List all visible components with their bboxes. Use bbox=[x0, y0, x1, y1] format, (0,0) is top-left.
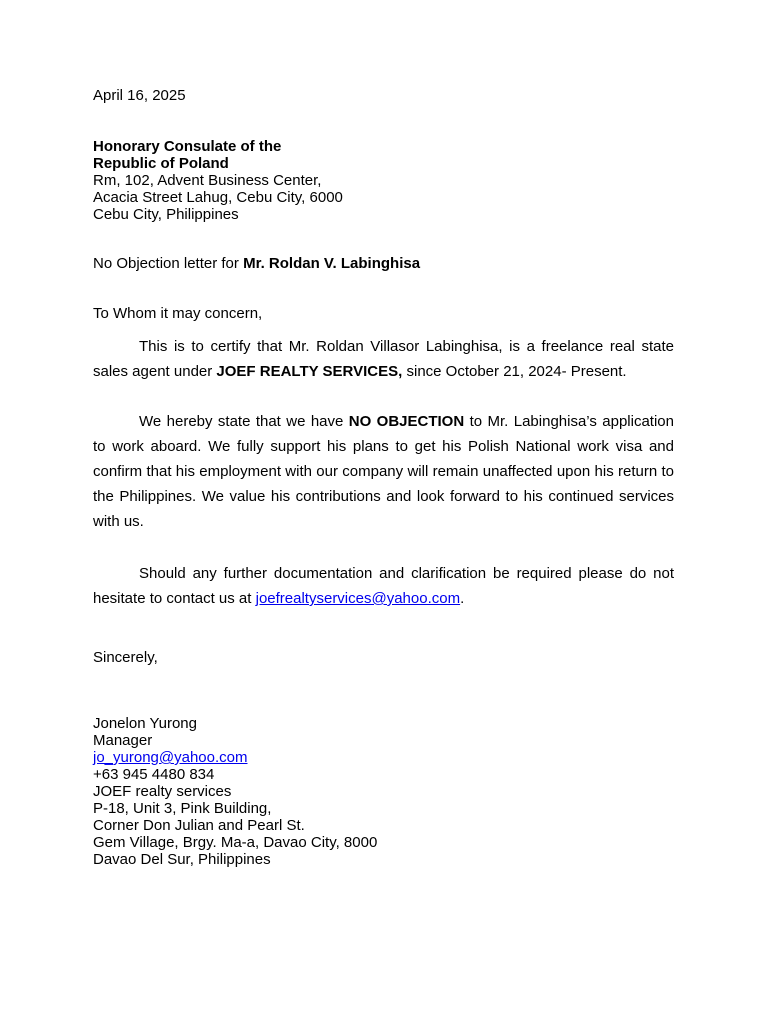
letter-date: April 16, 2025 bbox=[93, 87, 186, 104]
company-name-emphasis: JOEF REALTY SERVICES, bbox=[216, 363, 403, 380]
signatory-title: Manager bbox=[93, 732, 153, 749]
subject-line bbox=[93, 255, 420, 272]
recipient-line-2: Republic of Poland bbox=[93, 155, 229, 172]
paragraph-certification bbox=[93, 334, 674, 384]
company-email-link[interactable]: joefrealtyservices@yahoo.com bbox=[255, 590, 461, 607]
paragraph-3-text-a: Should any further documentation and clarification be required please do not hesitate to contact us at bbox=[93, 565, 674, 607]
signatory-phone: +63 945 4480 834 bbox=[93, 766, 215, 783]
salutation: To Whom it may concern, bbox=[93, 305, 263, 322]
signatory-address-line: Gem Village, Brgy. Ma-a, Davao City, 8000 bbox=[93, 834, 378, 851]
recipient-address-line: Cebu City, Philippines bbox=[93, 206, 239, 223]
paragraph-contact bbox=[93, 561, 674, 611]
recipient-address-line: Rm, 102, Advent Business Center, bbox=[93, 172, 322, 189]
signatory-address-line: Corner Don Julian and Pearl St. bbox=[93, 817, 305, 834]
no-objection-emphasis: NO OBJECTION bbox=[348, 413, 465, 430]
signature-block bbox=[93, 715, 377, 868]
signatory-name: Jonelon Yurong bbox=[93, 715, 197, 732]
paragraph-3-text-b: . bbox=[460, 590, 465, 607]
signatory-email-link[interactable]: jo_yurong@yahoo.com bbox=[93, 749, 248, 766]
paragraph-2-text-a: We hereby state that we have bbox=[139, 413, 349, 430]
signatory-address-line: Davao Del Sur, Philippines bbox=[93, 851, 271, 868]
recipient-address-line: Acacia Street Lahug, Cebu City, 6000 bbox=[93, 189, 343, 206]
signatory-address-line: P-18, Unit 3, Pink Building, bbox=[93, 800, 272, 817]
paragraph-2-text-b: to Mr. Labinghisa’s application to work aboard. We fully support his plans to get his Polish National work visa and confirm that his employment with our company will remain unaffected upon his return to the Philippines. We value his contributions and look forward to his continued services with us. bbox=[93, 413, 674, 530]
paragraph-1-text-a: This is to certify that Mr. Roldan Villasor Labinghisa, is a freelance real state sales agent under bbox=[93, 338, 674, 380]
signatory-company: JOEF realty services bbox=[93, 783, 232, 800]
paragraph-1-text-b: since October 21, 2024- Present. bbox=[402, 363, 627, 380]
recipient-line-1: Honorary Consulate of the bbox=[93, 138, 282, 155]
closing: Sincerely, bbox=[93, 649, 158, 666]
subject-name: Mr. Roldan V. Labinghisa bbox=[243, 255, 421, 272]
paragraph-no-objection bbox=[93, 409, 674, 534]
subject-prefix: No Objection letter for bbox=[93, 255, 244, 272]
recipient-block bbox=[93, 138, 343, 223]
